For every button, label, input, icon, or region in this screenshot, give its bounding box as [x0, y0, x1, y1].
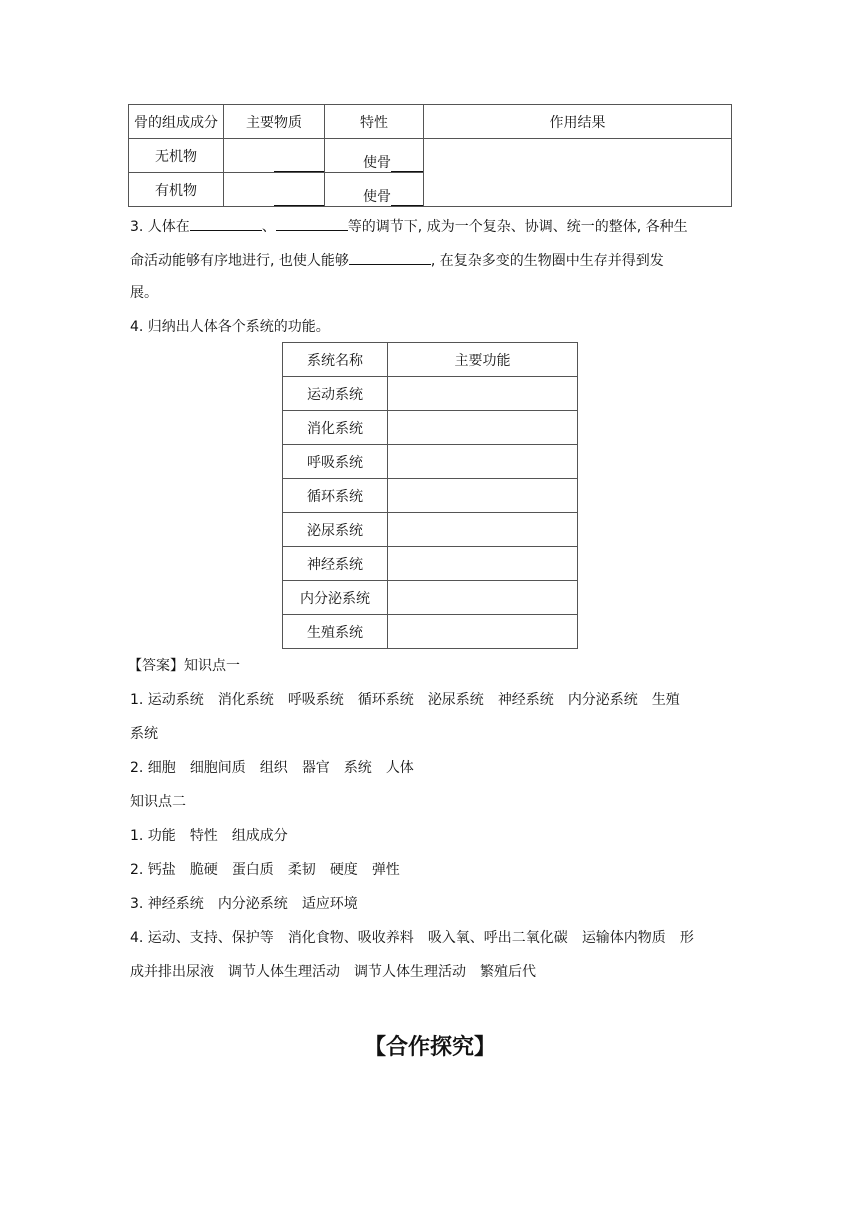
- header-cell: 作用结果: [424, 105, 732, 139]
- table-row: [283, 513, 578, 547]
- table-header-row: [283, 343, 578, 377]
- table-row: [283, 547, 578, 581]
- header-cell: 主要物质: [224, 105, 325, 139]
- substance-cell: [224, 139, 325, 173]
- function-cell: [388, 513, 578, 547]
- component-cell: 无机物: [129, 139, 224, 173]
- table-row: [283, 411, 578, 445]
- answer-line: 4. 运动、支持、保护等 消化食物、吸收养料 吸入氧、呼出二氧化碳 运输体内物质 形: [130, 930, 694, 946]
- system-name-cell: 神经系统: [283, 547, 388, 581]
- system-name-cell: 运动系统: [283, 377, 388, 411]
- function-cell: [388, 479, 578, 513]
- table-header-row: [129, 105, 732, 139]
- answer-line: 2. 钙盐 脆硬 蛋白质 柔韧 硬度 弹性: [130, 862, 400, 878]
- question-3-line1: 3. 人体在 、 等的调节下, 成为一个复杂、协调、统一的整体, 各种生: [130, 215, 735, 237]
- header-cell: 系统名称: [283, 343, 388, 377]
- table-row: [283, 581, 578, 615]
- blank-line: [349, 249, 431, 265]
- function-cell: [388, 581, 578, 615]
- bone-composition-table: [128, 104, 732, 207]
- answer-title: 【答案】知识点一: [128, 658, 240, 674]
- system-name-cell: 消化系统: [283, 411, 388, 445]
- trait-cell: 使骨: [325, 173, 424, 207]
- header-cell: 主要功能: [388, 343, 578, 377]
- function-cell: [388, 547, 578, 581]
- blank-line: [274, 191, 324, 206]
- question-3-line2: 命活动能够有序地进行, 也使人能够 , 在复杂多变的生物圈中生存并得到发: [130, 249, 735, 271]
- answer-line: 1. 运动系统 消化系统 呼吸系统 循环系统 泌尿系统 神经系统 内分泌系统 生殖: [130, 692, 680, 708]
- system-name-cell: 内分泌系统: [283, 581, 388, 615]
- table-row: [283, 445, 578, 479]
- question-4: 4. 归纳出人体各个系统的功能。: [130, 319, 330, 335]
- table-row: [283, 479, 578, 513]
- answer-line: 2. 细胞 细胞间质 组织 器官 系统 人体: [130, 760, 414, 776]
- table-row: [283, 377, 578, 411]
- blank-line: [391, 191, 423, 206]
- table-row: [129, 139, 732, 173]
- answer-line: 3. 神经系统 内分泌系统 适应环境: [130, 896, 358, 912]
- substance-cell: [224, 173, 325, 207]
- answer-line: 1. 功能 特性 组成成分: [130, 828, 288, 844]
- system-name-cell: 泌尿系统: [283, 513, 388, 547]
- table-row: [283, 615, 578, 649]
- knowledge-point-2: 知识点二: [130, 794, 186, 810]
- blank-line: [276, 215, 348, 231]
- systems-table: [282, 342, 578, 649]
- answer-line: 系统: [130, 726, 158, 742]
- trait-cell: 使骨: [325, 139, 424, 173]
- blank-line: [391, 157, 423, 172]
- result-cell: [424, 139, 732, 207]
- system-name-cell: 循环系统: [283, 479, 388, 513]
- blank-line: [274, 157, 324, 172]
- system-name-cell: 呼吸系统: [283, 445, 388, 479]
- section-heading: 【合作探究】: [363, 1035, 496, 1060]
- answer-line: 成并排出尿液 调节人体生理活动 调节人体生理活动 繁殖后代: [130, 964, 536, 980]
- function-cell: [388, 615, 578, 649]
- header-cell: 骨的组成成分: [129, 105, 224, 139]
- header-cell: 特性: [325, 105, 424, 139]
- question-3-line3: 展。: [130, 285, 158, 301]
- function-cell: [388, 377, 578, 411]
- function-cell: [388, 445, 578, 479]
- blank-line: [190, 215, 262, 231]
- component-cell: 有机物: [129, 173, 224, 207]
- function-cell: [388, 411, 578, 445]
- system-name-cell: 生殖系统: [283, 615, 388, 649]
